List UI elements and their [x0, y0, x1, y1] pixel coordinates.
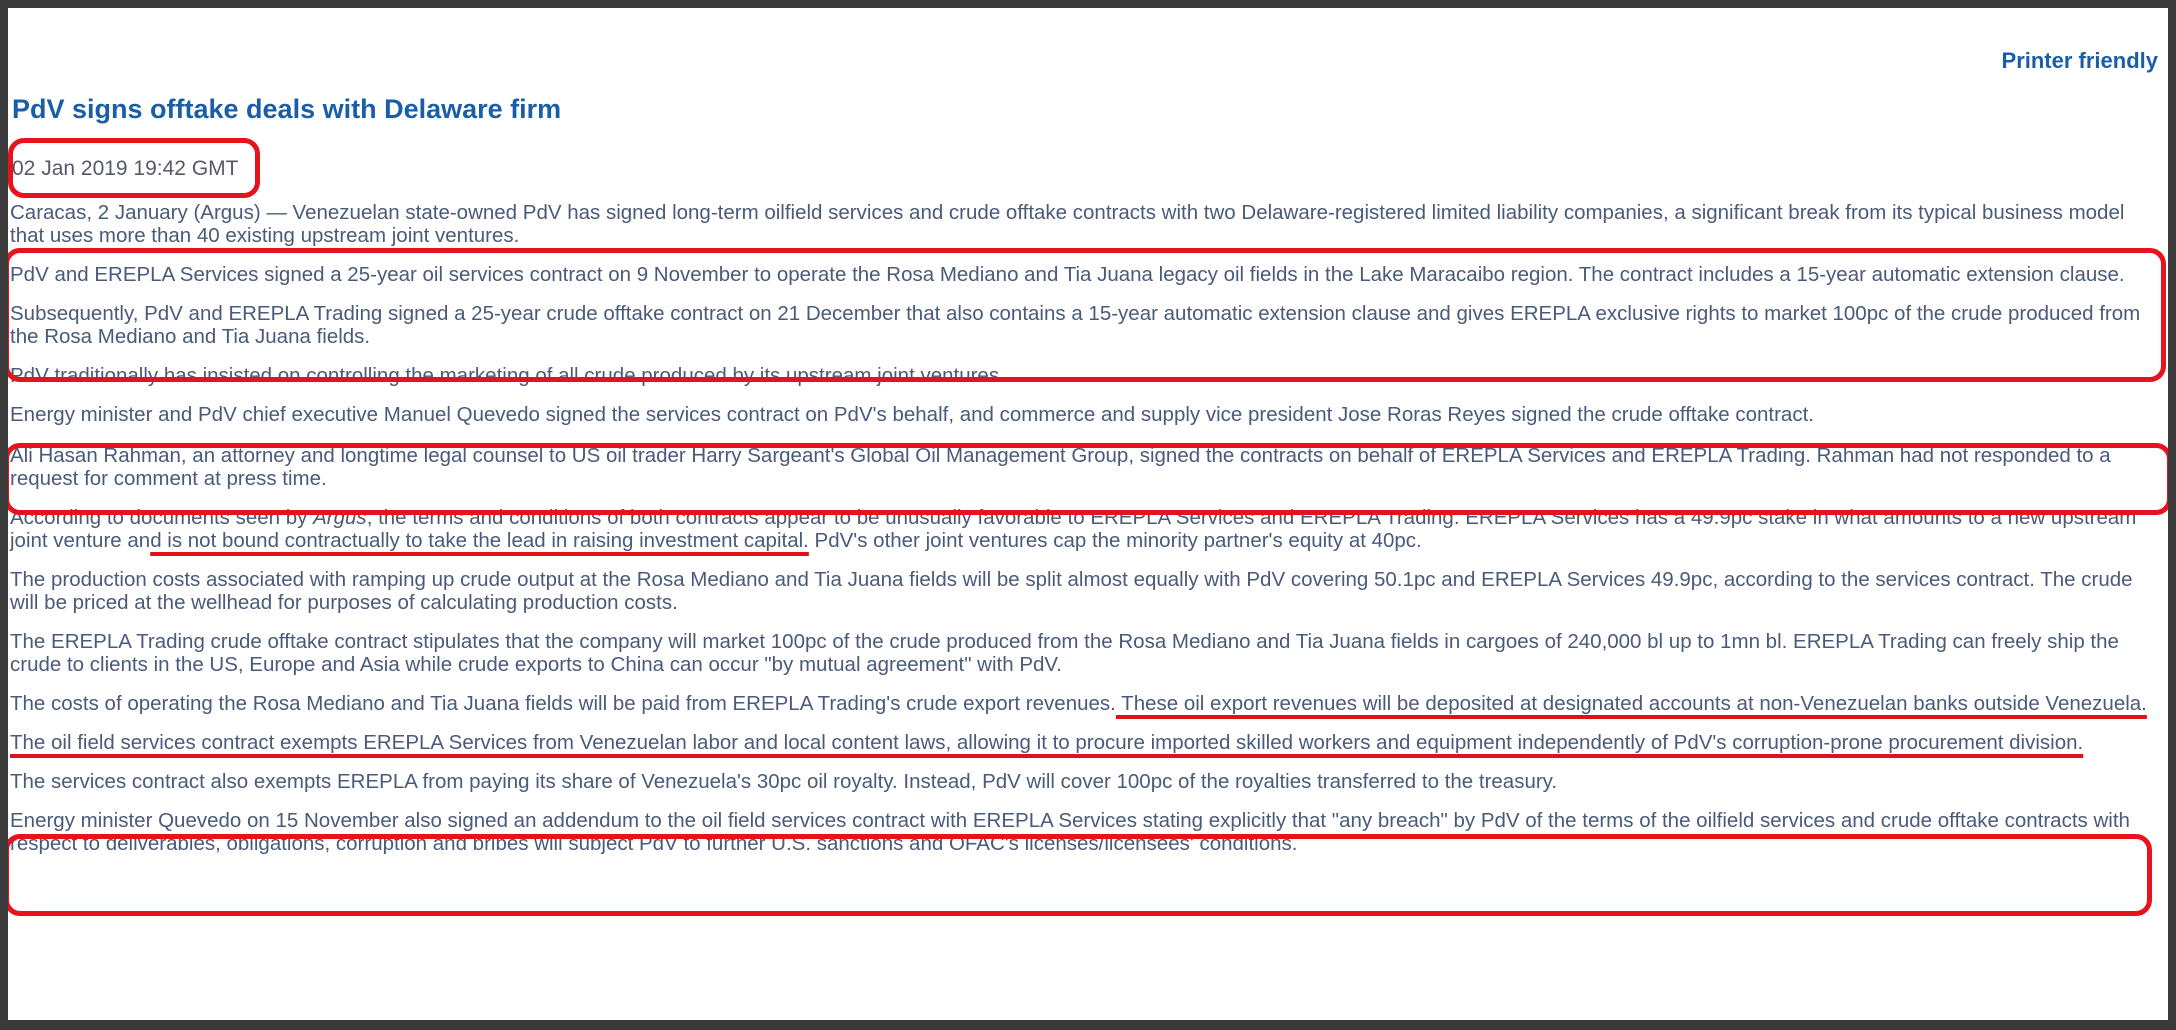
printer-friendly-link[interactable]: Printer friendly	[2001, 48, 2158, 73]
p7-text-a: According to documents seen by	[10, 506, 314, 529]
article-body	[10, 201, 2162, 871]
argus-name: Argus	[313, 506, 367, 529]
article-timestamp: 02 Jan 2019 19:42 GMT	[12, 157, 239, 180]
paragraph-8: The production costs associated with ramping up crude output at the Rosa Mediano and Tia Juana fields will be split almost equally with PdV covering 50.1pc and EREPLA Services 49.9pc, according to the services contract. The crude will be priced at the wellhead for purposes of calculating production costs.	[10, 568, 2133, 614]
paragraph-10	[10, 692, 2162, 715]
paragraph-1: Caracas, 2 January (Argus) — Venezuelan state-owned PdV has signed long-term oilfield services and crude offtake contracts with two Delaware-registered limited liability companies, a significant break from its typical business model that uses more than 40 existing upstream joint ventures.	[10, 201, 2125, 247]
paragraph-11	[10, 731, 2162, 754]
paragraph-13: Energy minister Quevedo on 15 November also signed an addendum to the oil field services contract with EREPLA Services stating explicitly that "any breach" by PdV of the terms of the oilfield services and crude offtake contracts with respect to deliverables, obligations, corruption and bribes will subject PdV to further U.S. sanctions and OFAC's licenses/licensees' conditions.	[10, 809, 2130, 855]
paragraph-5: Energy minister and PdV chief executive Manuel Quevedo signed the services contract on PdV's behalf, and commerce and supply vice president Jose Roras Reyes signed the crude offtake contract.	[10, 403, 1814, 426]
paragraph-9: The EREPLA Trading crude offtake contract stipulates that the company will market 100pc of the crude produced from the Rosa Mediano and Tia Juana fields in cargoes of 240,000 bl up to 1mn bl. EREPLA Trading can freely ship the crude to clients in the US, Europe and Asia while crude exports to China can occur "by mutual agreement" with PdV.	[10, 630, 2119, 676]
paragraph-7	[10, 506, 2162, 552]
paragraph-12: The services contract also exempts EREPLA from paying its share of Venezuela's 30pc oil royalty. Instead, PdV will cover 100pc of the royalties transferred to the treasury.	[10, 770, 1558, 793]
paragraph-2: PdV and EREPLA Services signed a 25-year oil services contract on 9 November to operate the Rosa Mediano and Tia Juana legacy oil fields in the Lake Maracaibo region. The contract includes a 15-year automatic extension clause.	[10, 263, 2125, 286]
page	[8, 8, 2168, 1020]
p7-underlined: d is not bound contractually to take the lead in raising investment capital.	[150, 529, 809, 552]
paragraph-4: PdV traditionally has insisted on controlling the marketing of all crude produced by its upstream joint ventures.	[10, 364, 1005, 387]
p7-text-c: PdV's other joint ventures cap the minority partner's equity at 40pc.	[808, 529, 1422, 552]
p10-text-a: The costs of operating the Rosa Mediano and Tia Juana fields will be paid from EREPLA Trading's crude export revenues.	[10, 692, 1116, 715]
p11-underlined: The oil field services contract exempts EREPLA Services from Venezuelan labor and local content laws, allowing it to procure imported skilled workers and equipment independently of PdV's corruption-prone procurement division.	[10, 731, 2084, 754]
article-title: PdV signs offtake deals with Delaware firm	[12, 94, 562, 124]
p10-underlined: These oil export revenues will be deposited at designated accounts at non-Venezuelan banks outside Venezuela.	[1115, 692, 2147, 715]
p7-text-b: , the terms and conditions of both contracts appear to be unusually favorable to EREPLA Services and EREPLA Trading. EREPLA Services has a 49.9pc stake in what amounts to a new upstream joint venture an	[10, 506, 2137, 552]
paragraph-6: Ali Hasan Rahman, an attorney and longtime legal counsel to US oil trader Harry Sargeant's Global Oil Management Group, signed the contracts on behalf of EREPLA Services and EREPLA Trading. Rahman had not responded to a request for comment at press time.	[10, 444, 2111, 490]
paragraph-3: Subsequently, PdV and EREPLA Trading signed a 25-year crude offtake contract on 21 December that also contains a 15-year automatic extension clause and gives EREPLA exclusive rights to market 100pc of the crude produced from the Rosa Mediano and Tia Juana fields.	[10, 302, 2141, 348]
